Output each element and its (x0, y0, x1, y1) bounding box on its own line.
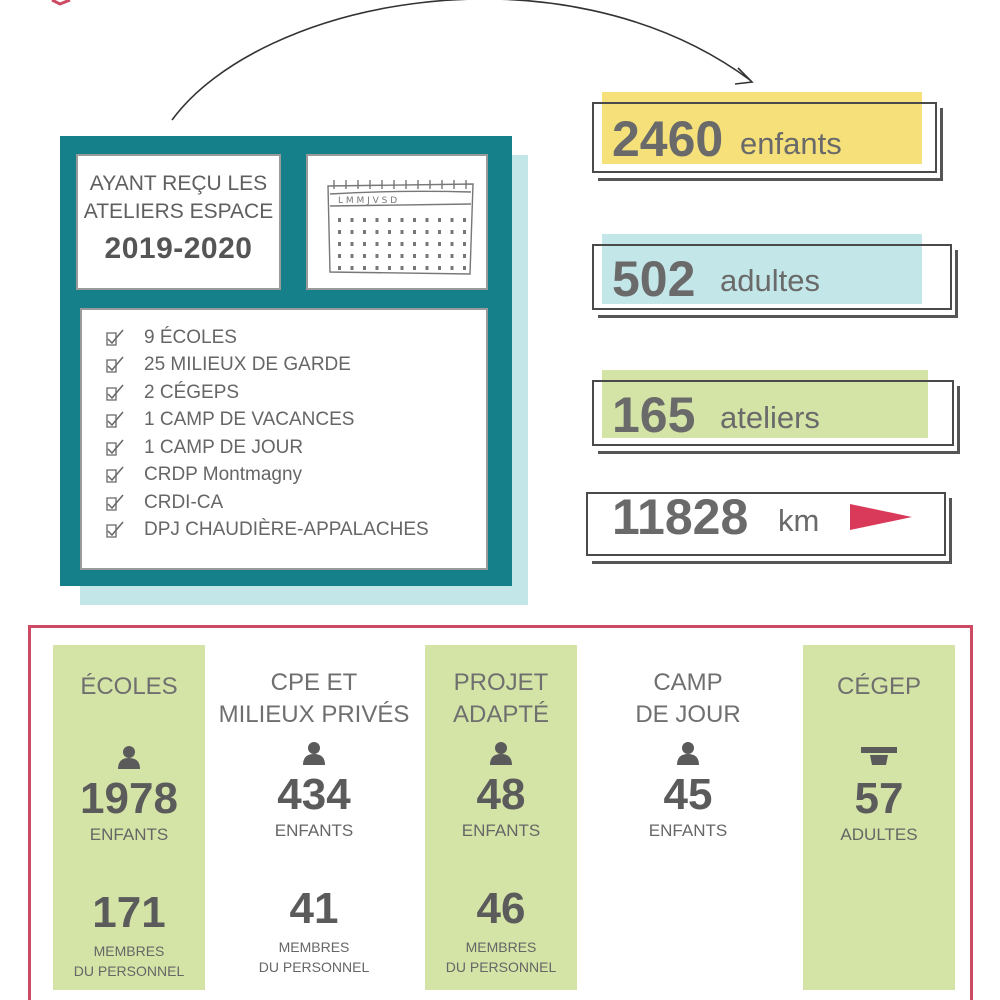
category-count: 57 (854, 774, 904, 823)
info-year: 2019-2020 (104, 232, 253, 265)
stat-value: 165 (612, 387, 696, 443)
checkbox-icon (104, 520, 126, 540)
stat-unit: km (778, 503, 820, 538)
checkbox-icon (104, 410, 126, 430)
category-count: 48 (476, 770, 526, 819)
list-item-label: 1 CAMP DE JOUR (144, 436, 304, 458)
staff-label-line1: MEMBRES (278, 939, 350, 956)
list-item (104, 324, 486, 352)
category-title (53, 671, 205, 703)
category-column (612, 645, 764, 841)
person-icon (116, 745, 142, 769)
staff-label-line1: MEMBRES (465, 939, 537, 956)
flag-icon (848, 502, 914, 532)
person-icon (301, 741, 327, 765)
list-item-label: 1 CAMP DE VACANCES (144, 409, 355, 431)
graduation-cap-icon (859, 745, 899, 769)
category-title (803, 671, 955, 703)
list-item (104, 352, 486, 380)
checkbox-icon (104, 465, 126, 485)
category-title-line1: CPE ET (270, 669, 358, 696)
info-title-line2: ATELIERS ESPACE (83, 200, 274, 223)
category-count-label: ENFANTS (274, 821, 354, 840)
person-icon (675, 741, 701, 765)
staff-label-line2: DU PERSONNEL (445, 959, 557, 976)
calendar-days: L M M J V S D (338, 196, 398, 206)
list-item-label: 9 ÉCOLES (144, 326, 237, 348)
category-column (53, 645, 205, 990)
category-title-line2: MILIEUX PRIVÉS (218, 701, 410, 728)
category-count-label: ENFANTS (461, 821, 541, 840)
category-title (214, 667, 414, 731)
category-title-line2: DE JOUR (635, 701, 741, 728)
category-title (612, 667, 764, 731)
stat-value: 11828 (612, 489, 749, 545)
category-column (803, 645, 955, 990)
checkbox-icon (104, 493, 126, 513)
staff-label-line2: DU PERSONNEL (73, 963, 185, 980)
category-title-line1: CAMP (653, 669, 723, 696)
stat-unit: enfants (740, 126, 842, 161)
list-item-label: 25 MILIEUX DE GARDE (144, 354, 351, 376)
category-count-label: ENFANTS (648, 821, 728, 840)
list-item (104, 517, 486, 545)
list-item (104, 407, 486, 435)
category-column (218, 645, 410, 977)
category-title-line1: PROJET (453, 669, 549, 696)
category-count: 1978 (80, 774, 178, 823)
staff-count: 171 (92, 888, 166, 938)
stat-value: 502 (612, 251, 696, 307)
category-title (425, 667, 577, 731)
list-item-label: CRDI-CA (144, 491, 224, 513)
list-item (104, 489, 486, 517)
category-title-line1: CÉGEP (836, 673, 922, 700)
info-title-line1: AYANT REÇU LES (89, 172, 268, 195)
category-title-line2: ADAPTÉ (452, 701, 550, 728)
stat-unit: adultes (720, 263, 820, 298)
list-item (104, 462, 486, 490)
category-column (425, 645, 577, 990)
list-item-label: 2 CÉGEPS (144, 381, 240, 403)
info-title-card (76, 154, 281, 290)
stat-value: 2460 (612, 111, 724, 167)
staff-label-line1: MEMBRES (93, 943, 165, 960)
list-item (104, 379, 486, 407)
checkbox-icon (104, 438, 126, 458)
staff-count: 46 (476, 884, 526, 934)
category-count: 45 (663, 770, 713, 819)
person-icon (488, 741, 514, 765)
calendar-icon (308, 156, 486, 288)
category-count: 434 (277, 770, 351, 819)
calendar-card (306, 154, 488, 290)
category-count-label: ENFANTS (89, 825, 169, 844)
category-count-label: ADULTES (840, 825, 918, 844)
staff-label-line2: DU PERSONNEL (258, 959, 370, 976)
list-item-label: DPJ CHAUDIÈRE-APPALACHES (144, 519, 429, 541)
list-item-label: CRDP Montmagny (144, 464, 303, 486)
checkbox-icon (104, 383, 126, 403)
checkbox-icon (104, 328, 126, 348)
stat-unit: ateliers (720, 400, 820, 435)
category-title-line1: ÉCOLES (80, 673, 178, 700)
institution-list (80, 308, 488, 570)
list-item (104, 434, 486, 462)
staff-count: 41 (289, 884, 339, 934)
checkbox-icon (104, 355, 126, 375)
